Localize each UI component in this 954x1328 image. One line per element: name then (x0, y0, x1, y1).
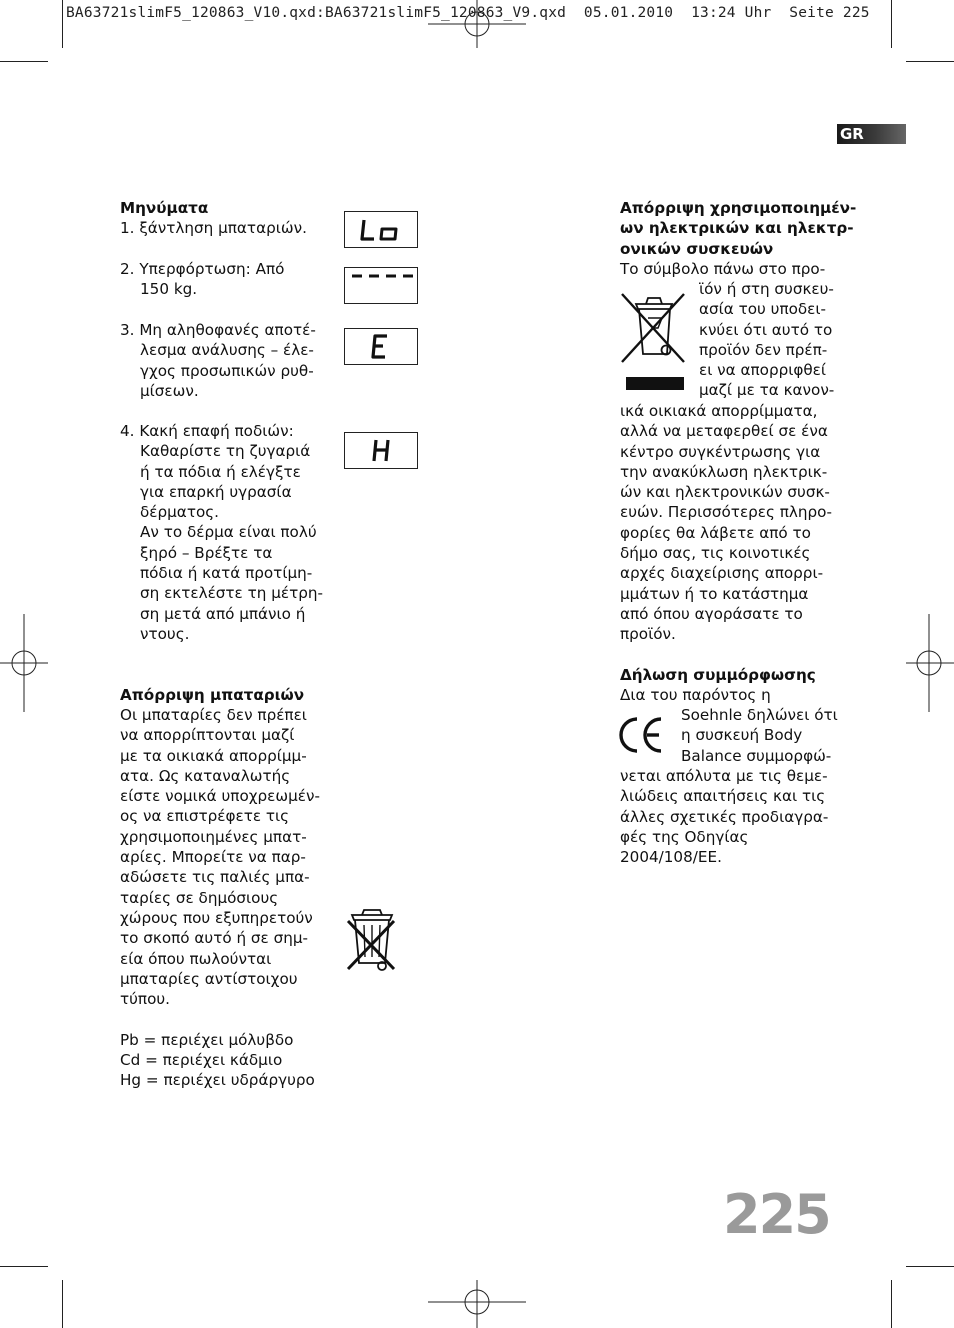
message-item-1 (120, 218, 307, 238)
weee-heading-line: ονικών συσκευών (620, 239, 774, 258)
battery-line: αρίες. Μπορείτε να παρ- (120, 848, 306, 867)
message-line: λεσμα ανάλυσης – έλε- (140, 341, 314, 360)
message-line: 2. Υπερφόρτωση: Από (120, 260, 285, 278)
conformity-line: νεται απόλυτα με τις θεμε- (620, 767, 828, 785)
message-line: για επαρκή υγρασία (140, 482, 292, 501)
conformity-line: άλλες σχετικές προδιαγρα- (620, 807, 829, 826)
conformity-body (620, 766, 828, 867)
weee-line: φορίες θα λάβετε από το (620, 523, 811, 542)
weee-wrapped-text (699, 279, 834, 401)
conformity-line: η συσκευή Body (681, 726, 803, 745)
weee-line: κέντρο συγκέντρωσης για (620, 442, 821, 461)
message-item-2 (120, 259, 284, 300)
crossed-out-wheelie-bin-icon (344, 907, 400, 975)
crop-mark (62, 1280, 63, 1328)
weee-line: μμάτων ή το κατάστημα (620, 584, 809, 603)
weee-line: από όπου αγοράσατε το (620, 604, 803, 623)
message-item-4 (120, 421, 323, 644)
weee-line: την ανακύκλωση ηλεκτρικ- (620, 462, 828, 481)
crop-mark (0, 61, 48, 62)
conformity-wrapped-text (681, 705, 838, 766)
lcd-display-overload (344, 267, 418, 304)
message-line: γχος προσωπικών ρυθ- (140, 361, 314, 380)
weee-line: ικά οικιακά απορρίμματα, (620, 402, 818, 420)
conformity-line: λιώδεις απαιτήσεις και τις (620, 787, 826, 806)
message-line: ντους. (140, 624, 190, 643)
battery-line: αδώσετε τις παλιές μπα- (120, 868, 310, 887)
chemical-cd: Cd = περιέχει κάδμιο (120, 1051, 283, 1070)
battery-line: τύπου. (120, 990, 170, 1009)
weee-line: ϊόν ή στη συσκευ- (699, 280, 834, 298)
conformity-line: 2004/108/ΕΕ. (620, 848, 722, 867)
message-line: ξηρό – Βρέξτε τα (140, 543, 273, 562)
crop-mark (891, 1280, 892, 1328)
messages-heading: Μηνύματα (120, 199, 209, 217)
print-slug: BA63721slimF5_120863_V10.qxd:BA63721slimF5_120863_V9.qxd 05.01.2010 13:24 Uhr Seite 225 (66, 5, 870, 21)
message-line: 150 kg. (140, 280, 198, 299)
message-line: 3. Μη αληθοφανές αποτέ- (120, 321, 316, 339)
weee-line: κνύει ότι αυτό το (699, 320, 833, 339)
weee-heading-line: Απόρριψη χρησιμοποιημέν- (620, 199, 857, 217)
battery-line: με τα οικιακά απορρίμμ- (120, 746, 307, 765)
message-line: Αν το δέρμα είναι πολύ (140, 523, 317, 542)
weee-first-line: Το σύμβολο πάνω στο προ- (620, 260, 826, 278)
chemical-pb: Pb = περιέχει μόλυβδο (120, 1030, 294, 1049)
message-line: ση μετά από μπάνιο ή (140, 604, 306, 623)
message-line: ση εκτελέστε τη μέτρη- (140, 584, 323, 603)
crop-mark (0, 1266, 48, 1267)
crop-mark (906, 61, 954, 62)
battery-disposal-heading: Απόρριψη μπαταριών (120, 686, 305, 704)
message-line: δέρματος. (140, 503, 219, 522)
battery-line: είστε νομικά υποχρεωμέν- (120, 787, 320, 806)
crop-mark (906, 1266, 954, 1267)
weee-heading (620, 198, 856, 259)
weee-line: μαζί με τα κανον- (699, 381, 835, 400)
message-line: ή τα πόδια ή ελέγξτε (140, 462, 301, 481)
registration-mark-left (0, 614, 50, 712)
battery-disposal-body (120, 705, 320, 1091)
weee-heading-line: ων ηλεκτρικών και ηλεκτρ- (620, 219, 854, 238)
weee-line: ασία του υποδει- (699, 300, 827, 319)
registration-mark-bottom (428, 1278, 526, 1328)
lcd-display-e (344, 328, 418, 365)
crop-mark (62, 0, 63, 48)
weee-body (620, 401, 832, 645)
conformity-line: Balance συμμορφώ- (681, 746, 832, 765)
battery-line: μπαταρίες αντίστοιχου (120, 969, 298, 988)
registration-mark-top (428, 0, 526, 50)
weee-line: προϊόν. (620, 625, 676, 644)
weee-line: αρχές διαχείρισης απορρι- (620, 564, 824, 583)
battery-line: χρησιμοποιημένες μπατ- (120, 827, 307, 846)
battery-line: το σκοπό αυτό ή σε σημ- (120, 929, 308, 948)
weee-line: δήμο σας, τις κοινοτικές (620, 544, 811, 563)
battery-line: χώρους που εξυπηρετούν (120, 908, 313, 927)
weee-line: ει να απορριφθεί (699, 361, 827, 380)
message-line: μίσεων. (140, 381, 199, 400)
lcd-display-lo (344, 211, 418, 248)
battery-line: ος να επιστρέφετε τις (120, 807, 290, 826)
battery-line: Οι μπαταρίες δεν πρέπει (120, 706, 307, 724)
conformity-first-line: Δια του παρόντος η (620, 686, 771, 704)
language-badge: GR (837, 124, 906, 144)
message-line: 4. Κακή επαφή ποδιών: (120, 422, 294, 440)
lcd-display-h (344, 432, 418, 469)
battery-line: να απορρίπτονται μαζί (120, 726, 295, 745)
battery-line: ταρίες σε δημόσιους (120, 888, 279, 907)
weee-line: προϊόν δεν πρέπ- (699, 340, 828, 359)
message-line: Καθαρίστε τη ζυγαριά (140, 442, 311, 461)
weee-line: ευών. Περισσότερες πληρο- (620, 503, 832, 522)
message-line: πόδια ή κατά προτίμη- (140, 564, 313, 583)
spacer (120, 1009, 320, 1029)
conformity-line: φές της Οδηγίας (620, 827, 749, 846)
chemical-hg: Hg = περιέχει υδράργυρο (120, 1071, 315, 1090)
message-line: 1. ξάντληση μπαταριών. (120, 219, 307, 237)
ce-mark-icon (617, 715, 665, 755)
conformity-line: Soehnle δηλώνει ότι (681, 706, 838, 724)
weee-crossed-bin-icon (618, 288, 690, 392)
page-number: 225 (723, 1183, 830, 1246)
conformity-heading: Δήλωση συμμόρφωσης (620, 666, 816, 684)
registration-mark-right (904, 614, 954, 712)
weee-line: ών και ηλεκτρονικών συσκ- (620, 483, 830, 502)
weee-line: αλλά να μεταφερθεί σε ένα (620, 422, 828, 441)
battery-line: εία όπου πωλούνται (120, 949, 272, 968)
message-item-3 (120, 320, 316, 401)
crop-mark (891, 0, 892, 48)
battery-line: ατα. Ως καταναλωτής (120, 766, 291, 785)
